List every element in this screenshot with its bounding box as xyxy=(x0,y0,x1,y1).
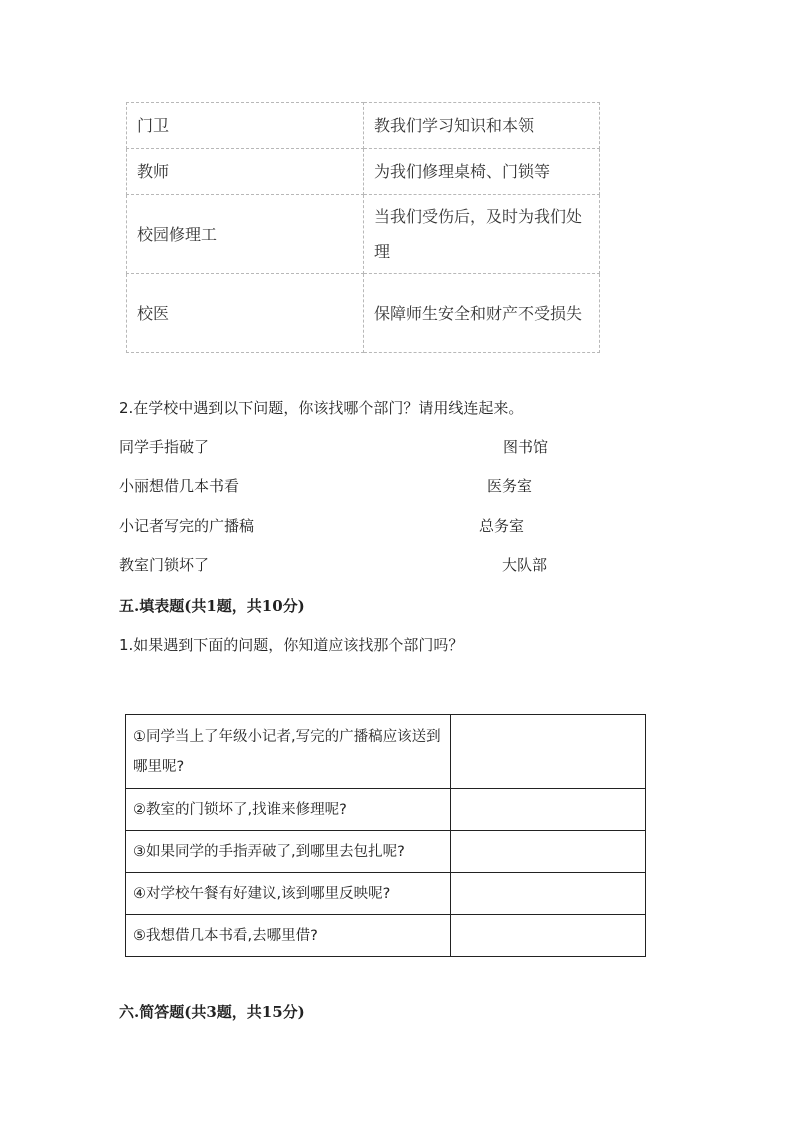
staff-cell: 校医 xyxy=(127,274,364,353)
section-5-title xyxy=(119,596,305,616)
staff-duty-match-table xyxy=(126,102,600,353)
table-row xyxy=(127,149,600,195)
section-title-prefix: 五.填表题(共 xyxy=(119,597,207,615)
section-title-mid: 题，共 xyxy=(216,597,262,615)
duty-cell: 为我们修理桌椅、门锁等 xyxy=(364,149,600,195)
points: 10 xyxy=(261,597,283,615)
left-item: 同学手指破了 xyxy=(119,438,210,456)
staff-cell: 校园修理工 xyxy=(127,195,364,274)
left-item: 教室门锁坏了 xyxy=(119,556,210,574)
duty-cell: 教我们学习知识和本领 xyxy=(364,103,600,149)
question-cell: ②教室的门锁坏了,找谁来修理呢? xyxy=(126,789,451,831)
staff-cell: 门卫 xyxy=(127,103,364,149)
right-item: 图书馆 xyxy=(503,438,549,456)
question-cell: ⑤我想借几本书看,去哪里借? xyxy=(126,915,451,957)
left-item: 小记者写完的广播稿 xyxy=(119,517,255,535)
answer-cell[interactable] xyxy=(451,831,646,873)
question-cell: ④对学校午餐有好建议,该到哪里反映呢? xyxy=(126,873,451,915)
question-cell: ③如果同学的手指弄破了,到哪里去包扎呢? xyxy=(126,831,451,873)
left-item: 小丽想借几本书看 xyxy=(119,477,240,495)
question-count: 3 xyxy=(206,1003,217,1021)
table-row xyxy=(126,915,646,957)
question-cell: ①同学当上了年级小记者,写完的广播稿应该送到哪里呢? xyxy=(126,715,451,789)
table-row xyxy=(126,873,646,915)
section-title-suffix: 分) xyxy=(282,1003,305,1021)
section-title-mid: 题，共 xyxy=(216,1003,262,1021)
section-5-question-1: 1.如果遇到下面的问题，你知道应该找那个部门吗？ xyxy=(119,636,464,654)
duty-cell: 当我们受伤后，及时为我们处理 xyxy=(364,195,600,274)
answer-cell[interactable] xyxy=(451,873,646,915)
staff-cell: 教师 xyxy=(127,149,364,195)
section-title-suffix: 分) xyxy=(282,597,305,615)
section-6-title xyxy=(119,1002,305,1022)
table-row xyxy=(127,103,600,149)
table-row xyxy=(127,195,600,274)
table-row xyxy=(126,831,646,873)
answer-cell[interactable] xyxy=(451,915,646,957)
fill-in-table xyxy=(125,714,646,957)
answer-cell[interactable] xyxy=(451,715,646,789)
table-row xyxy=(127,274,600,353)
duty-cell: 保障师生安全和财产不受损失 xyxy=(364,274,600,353)
section-title-prefix: 六.简答题(共 xyxy=(119,1003,207,1021)
points: 15 xyxy=(261,1003,283,1021)
question-2-prompt: 2.在学校中遇到以下问题，你该找哪个部门？请用线连起来。 xyxy=(119,399,524,417)
right-item: 医务室 xyxy=(487,477,533,495)
right-item: 总务室 xyxy=(479,517,525,535)
right-item: 大队部 xyxy=(502,556,548,574)
answer-cell[interactable] xyxy=(451,789,646,831)
table-row xyxy=(126,789,646,831)
question-count: 1 xyxy=(206,597,217,615)
table-row xyxy=(126,715,646,789)
